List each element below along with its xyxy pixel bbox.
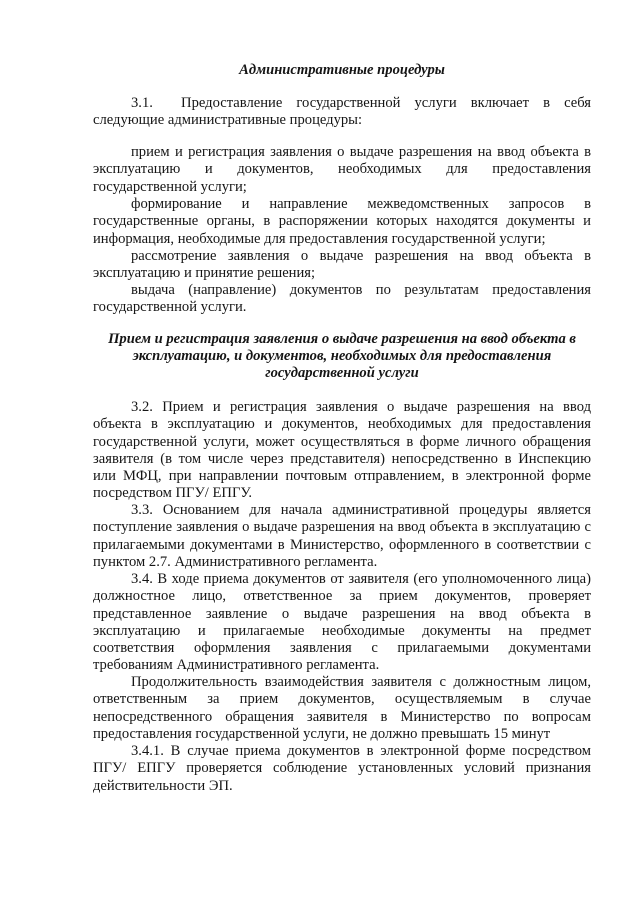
paragraph-3-4-1: 3.4.1. В случае приема документов в электронной форме посредством ПГУ/ ЕПГУ проверяется соблюдение установленных условий признания действительности ЭП. bbox=[93, 743, 591, 794]
section-title: Административные процедуры bbox=[239, 62, 445, 78]
paragraph-procedure-issuance: выдача (направление) документов по результатам предоставления государственной услуги. bbox=[93, 282, 591, 316]
paragraph-3-2: 3.2. Прием и регистрация заявления о выдаче разрешения на ввод объекта в эксплуатацию и документов, необходимых для предоставления государственной услуги, может осуществляться в форме личного обращения заявителя (в том числе через представителя) непосредственно в Инспекцию или МФЦ, при направлении почтовым отправлением, в электронной форме посредством ПГУ/ ЕПГУ. bbox=[93, 399, 591, 502]
paragraph-duration: Продолжительность взаимодействия заявителя с должностным лицом, ответственным за прием документов, осуществляемым в случае непосредственного обращения заявителя в Министерство по вопросам предоставления государственной услуги, не должно превышать 15 минут bbox=[93, 674, 591, 742]
subsection-title: Прием и регистрация заявления о выдаче разрешения на ввод объекта в эксплуатацию, и документов, необходимых для предоставления государственной услуги bbox=[108, 331, 576, 381]
paragraph-3-3: 3.3. Основанием для начала административной процедуры является поступление заявления о выдаче разрешения на ввод объекта в эксплуатацию с прилагаемыми документами в Министерство, оформленного в соответствии с пунктом 2.7. Административного регламента. bbox=[93, 502, 591, 570]
paragraph-3-1: 3.1. Предоставление государственной услуги включает в себя следующие административные процедуры: bbox=[93, 95, 591, 129]
paragraph-procedure-reception: прием и регистрация заявления о выдаче разрешения на ввод объекта в эксплуатацию и документов, необходимых для предоставления государственной услуги; bbox=[93, 144, 591, 195]
paragraph-3-4: 3.4. В ходе приема документов от заявителя (его уполномоченного лица) должностное лицо, ответственное за прием документов, проверяет представленное заявление о выдаче разрешения на ввод объекта в эксплуатацию и прилагаемые необходимые документы на предмет соответствия оформления заявления с прилагаемыми документами требованиям Административного регламента. bbox=[93, 571, 591, 674]
paragraph-procedure-review: рассмотрение заявления о выдаче разрешения на ввод объекта в эксплуатацию и принятие решения; bbox=[93, 248, 591, 282]
paragraph-procedure-requests: формирование и направление межведомственных запросов в государственные органы, в распоряжении которых находятся документы и информация, необходимые для предоставления государственной услуги; bbox=[93, 196, 591, 247]
